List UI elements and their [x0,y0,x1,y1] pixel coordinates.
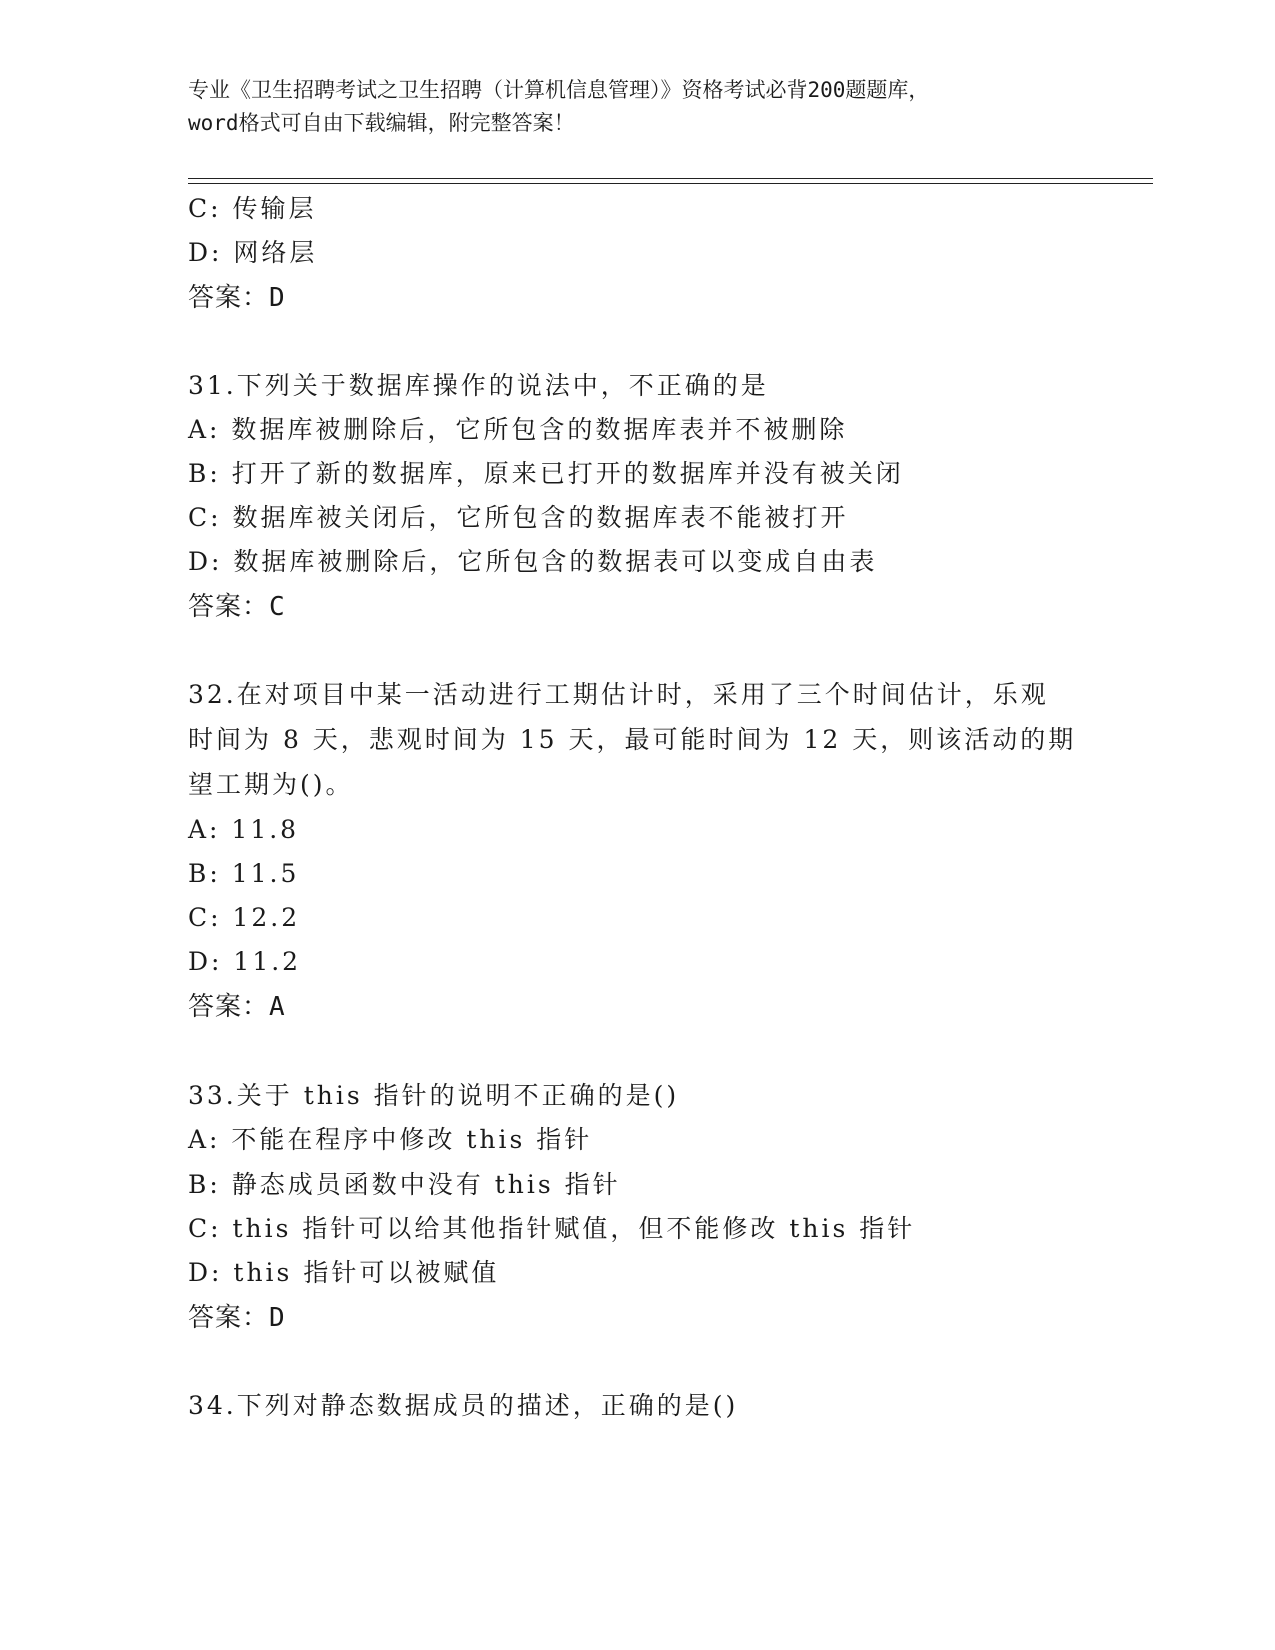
q31-option-c: C: 数据库被关闭后，它所包含的数据库表不能被打开 [188,503,849,532]
header-divider-top [188,178,1153,179]
header-divider-bottom [188,183,1153,184]
prev-option-c: C: 传输层 [188,194,317,223]
q33-option-c: C: this 指针可以给其他指针赋值，但不能修改 this 指针 [188,1214,916,1243]
header-line-1: 专业《卫生招聘考试之卫生招聘（计算机信息管理）》资格考试必背200题题库， [188,78,930,102]
q33-stem: 33.关于 this 指针的说明不正确的是() [188,1081,680,1110]
q32-stem-line-3: 望工期为()。 [188,770,354,799]
q31-option-a: A: 数据库被删除后，它所包含的数据库表并不被删除 [188,415,848,444]
q31-answer: 答案：C [188,592,286,622]
document-header [188,74,1088,140]
q32-option-b: B: 11.5 [188,859,300,888]
q32-option-a: A: 11.8 [188,815,300,844]
q33-option-d: D: this 指针可以被赋值 [188,1258,500,1287]
q32-stem-line-1: 32.在对项目中某一活动进行工期估计时，采用了三个时间估计，乐观 [188,680,1049,709]
q33-answer: 答案：D [188,1303,286,1333]
q32-stem-line-2: 时间为 8 天，悲观时间为 15 天，最可能时间为 12 天，则该活动的期 [188,725,1077,754]
q31-option-b: B: 打开了新的数据库，原来已打开的数据库并没有被关闭 [188,459,904,488]
prev-option-d: D: 网络层 [188,238,318,267]
q32-answer: 答案：A [188,992,286,1022]
q32-option-c: C: 12.2 [188,903,301,932]
prev-answer: 答案：D [188,283,286,313]
header-line-2: word格式可自由下载编辑，附完整答案！ [188,111,575,135]
q31-stem: 31.下列关于数据库操作的说法中，不正确的是 [188,371,769,400]
q32-option-d: D: 11.2 [188,947,302,976]
q31-option-d: D: 数据库被删除后，它所包含的数据表可以变成自由表 [188,547,878,576]
q33-option-b: B: 静态成员函数中没有 this 指针 [188,1170,621,1199]
q34-stem: 34.下列对静态数据成员的描述，正确的是() [188,1391,739,1420]
q33-option-a: A: 不能在程序中修改 this 指针 [188,1125,593,1154]
